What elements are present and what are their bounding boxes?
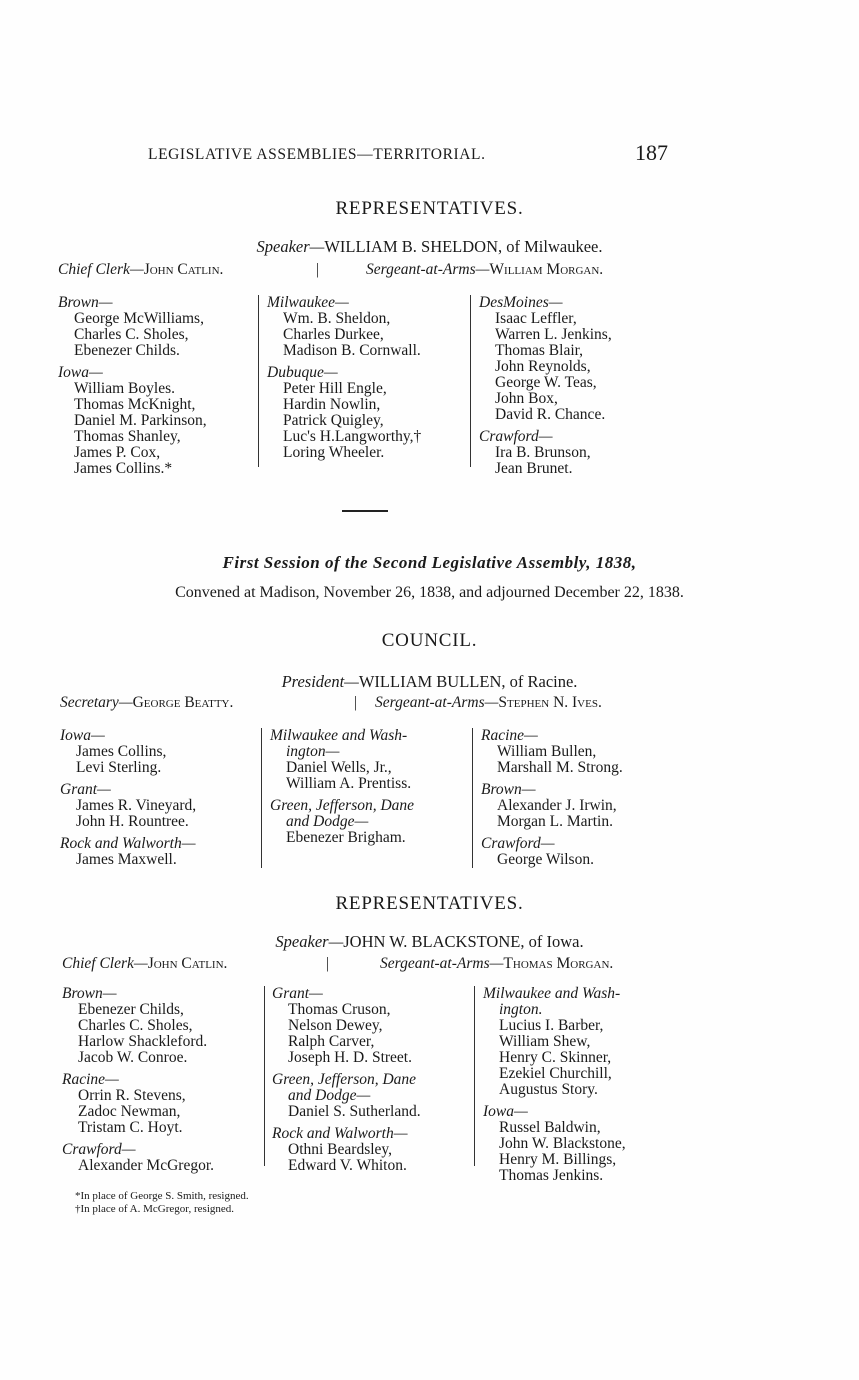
county-label: Brown— [58,294,113,311]
reps2-column-2 [272,986,472,1180]
footnote-1: *In place of George S. Smith, resigned. [75,1190,249,1202]
member-name: Ebenezer Brigham. [286,829,406,846]
county-label: Brown— [62,985,117,1002]
member-name: Thomas Cruson, [288,1001,391,1018]
sergeant-label: Sergeant-at-Arms— [380,955,504,972]
member-name: Luc's H.Langworthy,† [283,428,422,445]
column-divider [470,295,471,467]
county-label: Milwaukee and Wash- [483,985,621,1002]
member-name: Henry M. Billings, [499,1151,617,1168]
county-group [479,295,679,423]
section-title-council: COUNCIL. [381,630,478,651]
council-column-1 [60,728,260,874]
reps2-column-3 [483,986,683,1190]
secretary-name: George Beatty. [132,694,234,711]
page-header [148,140,668,168]
clerk-name: John Catlin. [147,955,228,972]
member-name: James R. Vineyard, [76,797,197,814]
member-name: William Shew, [499,1033,591,1050]
member-name: John H. Rountree. [76,813,189,830]
member-name: Ralph Carver, [288,1033,375,1050]
secretary-label: Secretary— [60,694,133,711]
member-name: George Wilson. [497,851,594,868]
county-label-continued: ington— [286,743,340,760]
page-number: 187 [635,140,668,165]
county-label-continued: ington. [499,1001,543,1018]
member-name: Ira B. Brunson, [495,444,591,461]
speaker-label: Speaker— [275,932,344,951]
member-name: Daniel M. Parkinson, [74,412,207,429]
member-name: Wm. B. Sheldon, [283,310,391,327]
county-label: Grant— [272,985,323,1002]
member-name: Charles C. Sholes, [78,1017,193,1034]
reps1-column-2 [267,295,467,467]
county-label: Iowa— [60,727,105,744]
county-group [483,986,683,1098]
member-name: Levi Sterling. [76,759,162,776]
member-name: Augustus Story. [499,1081,598,1098]
member-name: Jacob W. Conroe. [78,1049,188,1066]
running-title: LEGISLATIVE ASSEMBLIES—TERRITORIAL. [148,146,486,163]
member-name: Thomas Jenkins. [499,1167,604,1184]
member-name: Daniel S. Sutherland. [288,1103,421,1120]
member-name: Marshall M. Strong. [497,759,623,776]
council-officers-row [60,694,680,714]
member-name: Lucius I. Barber, [499,1017,604,1034]
county-label: Green, Jefferson, Dane [272,1071,417,1088]
reps1-column-1 [58,295,258,483]
section-rule [342,510,388,512]
county-group [62,986,262,1066]
member-name: Daniel Wells, Jr., [286,759,392,776]
member-name: David R. Chance. [495,406,606,423]
member-name: Alexander J. Irwin, [497,797,617,814]
president-label: President— [281,672,359,691]
county-label: Racine— [481,727,538,744]
member-name: James P. Cox, [74,444,161,461]
member-name: Zadoc Newman, [78,1103,181,1120]
county-group [62,1142,262,1174]
county-group [479,429,679,477]
county-label: Crawford— [481,835,555,852]
officers-row-1 [58,261,678,281]
member-name: Othni Beardsley, [288,1141,393,1158]
county-label: Crawford— [479,428,553,445]
county-group [481,782,681,830]
county-group [483,1104,683,1184]
member-name: John Box, [495,390,558,407]
member-name: Thomas Blair, [495,342,584,359]
president-line [0,672,859,692]
footnote-2: †In place of A. McGregor, resigned. [75,1203,235,1215]
sergeant-name: William Morgan. [489,261,604,278]
county-label: Grant— [60,781,111,798]
member-name: Charles Durkee, [283,326,384,343]
member-name: Henry C. Skinner, [499,1049,612,1066]
member-name: Alexander McGregor. [78,1157,215,1174]
speaker-text: JOHN W. BLACKSTONE, of Iowa. [343,932,584,951]
footnotes [75,1190,475,1216]
member-name: Hardin Nowlin, [283,396,381,413]
member-name: Joseph H. D. Street. [288,1049,412,1066]
sergeant-label: Sergeant-at-Arms— [375,694,499,711]
member-name: Loring Wheeler. [283,444,385,461]
column-divider [264,986,265,1166]
clerk-name: John Catlin. [143,261,224,278]
county-group [60,836,260,868]
county-label: Brown— [481,781,536,798]
member-name: William A. Prentiss. [286,775,412,792]
county-group [58,295,258,359]
county-label: Dubuque— [267,364,338,381]
separator-bar: | [316,261,320,278]
column-divider [474,986,475,1166]
member-name: Orrin R. Stevens, [78,1087,186,1104]
county-group [481,836,681,868]
member-name: Isaac Leffler, [495,310,577,327]
clerk-label: Chief Clerk— [62,955,148,972]
member-name: Ezekiel Churchill, [499,1065,612,1082]
session-heading: First Session of the Second Legislative Assembly, 1838, [222,553,637,572]
county-label: Rock and Walworth— [272,1125,408,1142]
member-name: Warren L. Jenkins, [495,326,612,343]
convened-line: Convened at Madison, November 26, 1838, and adjourned December 22, 1838. [175,584,684,601]
member-name: Harlow Shackleford. [78,1033,208,1050]
county-label: Green, Jefferson, Dane [270,797,415,814]
member-name: Peter Hill Engle, [283,380,387,397]
speaker-line-1 [0,237,859,257]
county-group [481,728,681,776]
county-label: Milwaukee and Wash- [270,727,408,744]
member-name: George McWilliams, [74,310,204,327]
officers-row-2 [62,955,682,975]
member-name: Tristam C. Hoyt. [78,1119,183,1136]
member-name: Edward V. Whiton. [288,1157,407,1174]
county-label: Racine— [62,1071,119,1088]
section-title-representatives-2: REPRESENTATIVES. [335,893,524,914]
speaker-text: WILLIAM B. SHELDON, of Milwaukee. [324,237,603,256]
county-group [62,1072,262,1136]
member-name: John W. Blackstone, [499,1135,626,1152]
county-label: Milwaukee— [267,294,349,311]
county-group [270,728,470,792]
county-group [267,295,467,359]
member-name: William Bullen, [497,743,597,760]
county-group [60,728,260,776]
member-name: James Maxwell. [76,851,177,868]
member-name: Russel Baldwin, [499,1119,601,1136]
county-label: Rock and Walworth— [60,835,196,852]
sergeant-name: Stephen N. Ives. [498,694,602,711]
clerk-label: Chief Clerk— [58,261,144,278]
column-divider [261,728,262,868]
county-label-continued: and Dodge— [288,1087,371,1104]
president-text: WILLIAM BULLEN, of Racine. [358,672,578,691]
county-group [272,1072,472,1120]
county-group [272,1126,472,1174]
county-label: Iowa— [483,1103,528,1120]
county-group [267,365,467,461]
county-group [58,365,258,477]
county-label: DesMoines— [479,294,563,311]
member-name: Ebenezer Childs. [74,342,180,359]
speaker-line-2 [0,932,859,952]
reps1-column-3 [479,295,679,483]
separator-bar: | [354,694,358,711]
member-name: George W. Teas, [495,374,597,391]
member-name: Nelson Dewey, [288,1017,383,1034]
separator-bar: | [326,955,330,972]
county-group [270,798,470,846]
column-divider [258,295,259,467]
section-title-representatives-1: REPRESENTATIVES. [335,198,524,219]
member-name: Thomas Shanley, [74,428,181,445]
member-name: Thomas McKnight, [74,396,196,413]
county-label: Crawford— [62,1141,136,1158]
speaker-label: Speaker— [256,237,325,256]
member-name: James Collins.* [74,460,173,477]
member-name: Morgan L. Martin. [497,813,613,830]
reps2-column-1 [62,986,262,1180]
member-name: Ebenezer Childs, [78,1001,184,1018]
member-name: Jean Brunet. [495,460,573,477]
member-name: Patrick Quigley, [283,412,384,429]
sergeant-label: Sergeant-at-Arms— [366,261,490,278]
column-divider [472,728,473,868]
member-name: Charles C. Sholes, [74,326,189,343]
member-name: James Collins, [76,743,167,760]
county-group [272,986,472,1066]
council-column-2 [270,728,470,852]
county-label: Iowa— [58,364,103,381]
county-label-continued: and Dodge— [286,813,369,830]
member-name: John Reynolds, [495,358,591,375]
sergeant-name: Thomas Morgan. [503,955,614,972]
council-column-3 [481,728,681,874]
member-name: William Boyles. [74,380,175,397]
member-name: Madison B. Cornwall. [283,342,421,359]
county-group [60,782,260,830]
